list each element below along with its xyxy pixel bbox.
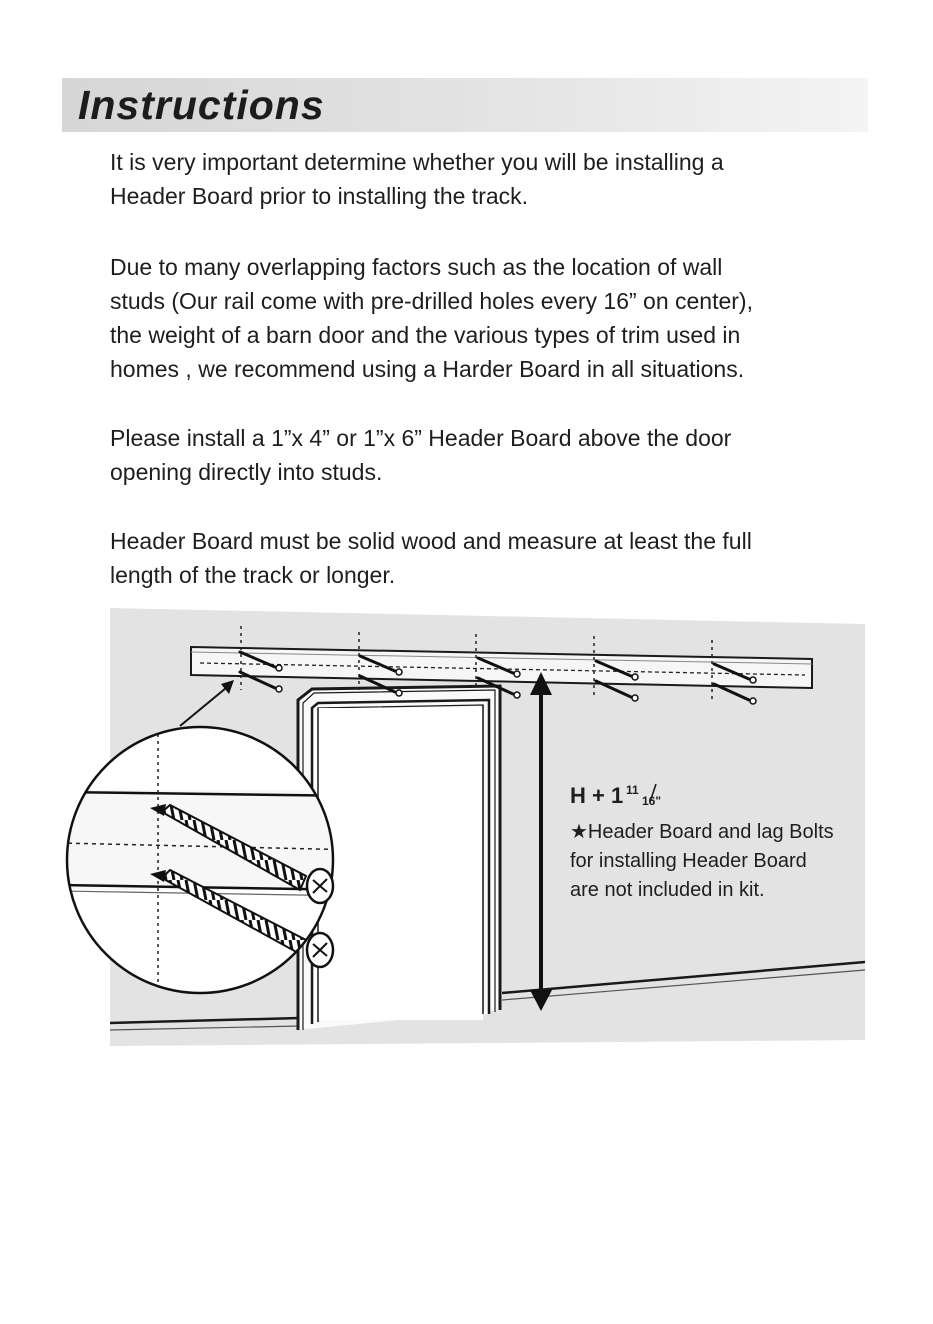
bolt-head-top <box>307 869 333 903</box>
text-line: Due to many overlapping factors such as the location of wall <box>110 254 723 280</box>
paragraph-intro <box>110 145 850 213</box>
height-label-numerator: 11 <box>626 783 639 797</box>
paragraph-header-size <box>110 421 850 489</box>
text-line: It is very important determine whether you will be installing a <box>110 149 724 175</box>
note-line: for installing Header Board <box>570 850 807 872</box>
height-label-main: H + 1 <box>570 783 624 808</box>
text-line: studs (Our rail come with pre-drilled holes every 16” on center), <box>110 288 753 314</box>
text-line: length of the track or longer. <box>110 562 396 588</box>
height-label-denominator: 16" <box>642 794 662 808</box>
installation-diagram <box>0 600 933 1060</box>
paragraph-header-material <box>110 524 850 592</box>
text-line: opening directly into studs. <box>110 459 383 485</box>
text-line: Please install a 1”x 4” or 1”x 6” Header Board above the door <box>110 425 732 451</box>
text-line: Header Board must be solid wood and measure at least the full <box>110 528 752 554</box>
text-line: the weight of a barn door and the various types of trim used in <box>110 322 741 348</box>
text-line: Header Board prior to installing the track. <box>110 183 529 209</box>
bolt-head-bottom <box>307 933 333 967</box>
text-line: homes , we recommend using a Harder Board in all situations. <box>110 356 745 382</box>
paragraph-reasons <box>110 250 850 386</box>
note-line: ★Header Board and lag Bolts <box>570 821 834 843</box>
note-line: are not included in kit. <box>570 879 765 901</box>
page-title: Instructions <box>78 82 325 128</box>
